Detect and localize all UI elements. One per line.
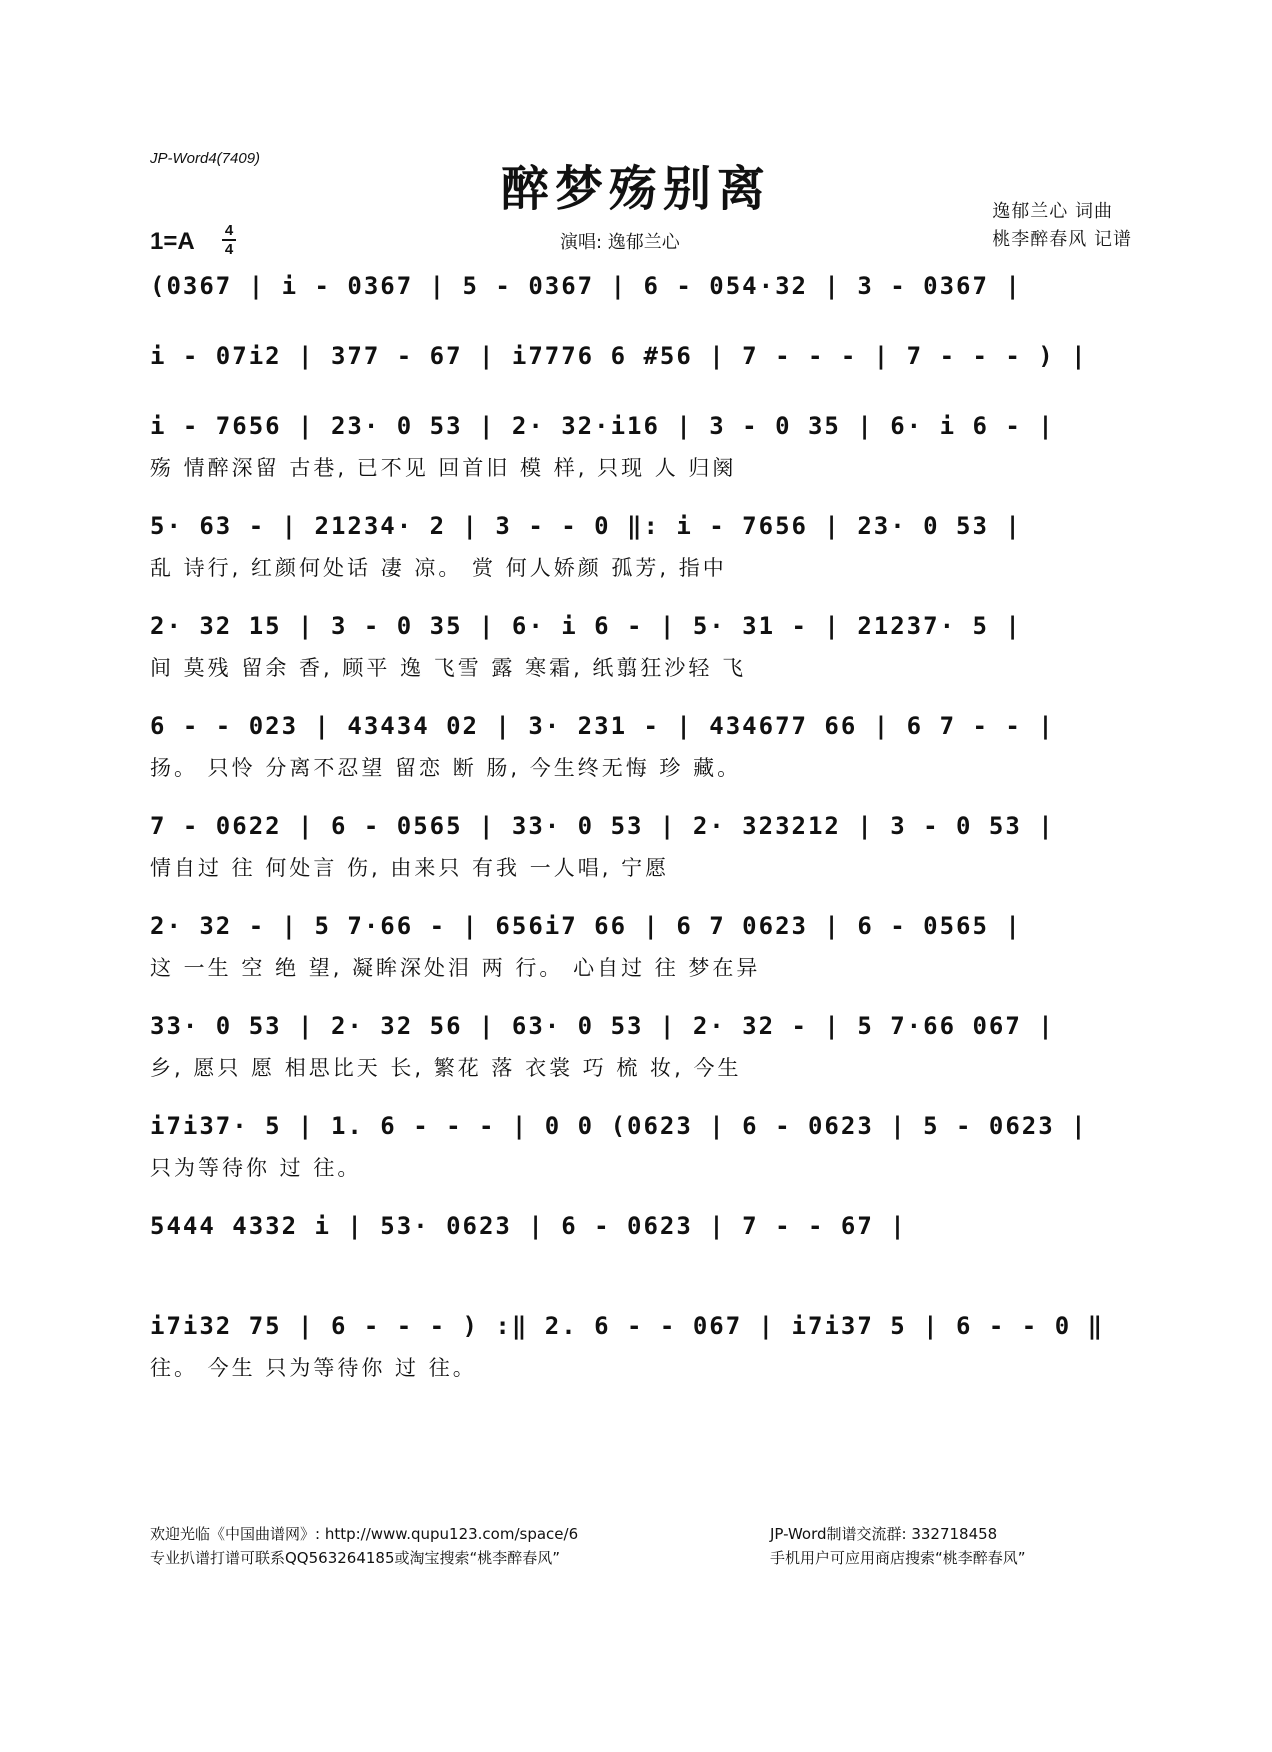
notes-line: 5· 63 - | 21234· 2 | 3 - - 0 ‖: i - 7656 | 23· 0 53 | — [150, 512, 1022, 540]
composer-credit: 逸郁兰心 词曲 — [992, 201, 1113, 222]
singer-credit: 演唱: 逸郁兰心 — [560, 232, 680, 253]
footer-line: 专业扒谱打谱可联系QQ563264185或淘宝搜索“桃李醉春风” — [150, 1549, 561, 1567]
lyrics-line: 情自过 往 何处言 伤, 由来只 有我 一人唱, 宁愿 — [150, 856, 670, 880]
lyrics-line: 乡, 愿只 愿 相思比天 长, 繁花 落 衣裳 巧 梳 妆, 今生 — [150, 1056, 742, 1080]
footer-right — [770, 1522, 1026, 1570]
key-signature: 1=A — [150, 228, 195, 255]
credits — [992, 198, 1132, 254]
lyrics-line: 乱 诗行, 红颜何处话 凄 凉。 赏 何人娇颜 孤芳, 指中 — [150, 556, 727, 580]
footer-line: 手机用户可应用商店搜索“桃李醉春风” — [770, 1549, 1026, 1567]
time-signature — [222, 222, 236, 258]
transcriber-credit: 桃李醉春风 记谱 — [992, 229, 1132, 250]
lyrics-line: 殇 情醉深留 古巷, 已不见 回首旧 模 样, 只现 人 归阕 — [150, 456, 737, 480]
lyrics-line: 扬。 只怜 分离不忍望 留恋 断 肠, 今生终无悔 珍 藏。 — [150, 756, 742, 780]
footer-left — [150, 1522, 578, 1570]
footer-line: JP-Word制谱交流群: 332718458 — [770, 1525, 998, 1543]
notes-line: 6 - - 023 | 43434 02 | 3· 231 - | 434677 66 | 6 7 - - | — [150, 712, 1055, 740]
footer-line: 欢迎光临《中国曲谱网》: http://www.qupu123.com/space/6 — [150, 1525, 579, 1543]
notes-line: i7i32 75 | 6 - - - ) :‖ 2. 6 - - 067 | i7i37 5 | 6 - - 0 ‖ — [150, 1312, 1105, 1340]
lyrics-line: 往。 今生 只为等待你 过 往。 — [150, 1356, 477, 1380]
software-tag: JP-Word4(7409) — [150, 150, 261, 167]
notes-line: i7i37· 5 | 1. 6 - - - | 0 0 (0623 | 6 - 0623 | 5 - 0623 | — [150, 1112, 1088, 1140]
song-title: 醉梦殇别离 — [500, 161, 771, 217]
notes-line: (0367 | i - 0367 | 5 - 0367 | 6 - 054·32 | 3 - 0367 | — [150, 272, 1022, 300]
notes-line: 33· 0 53 | 2· 32 56 | 63· 0 53 | 2· 32 - | 5 7·66 067 | — [150, 1012, 1055, 1040]
notes-line: 2· 32 15 | 3 - 0 35 | 6· i 6 - | 5· 31 - | 21237· 5 | — [150, 612, 1022, 640]
notes-line: i - 07i2 | 377 - 67 | i7776 6 #56 | 7 - - - | 7 - - - ) | — [150, 342, 1088, 370]
time-signature-bottom: 4 — [224, 241, 234, 258]
notes-line: 5444 4332 i | 53· 0623 | 6 - 0623 | 7 - - 67 | — [150, 1212, 907, 1240]
lyrics-line: 只为等待你 过 往。 — [150, 1156, 362, 1180]
notes-line: 7 - 0622 | 6 - 0565 | 33· 0 53 | 2· 323212 | 3 - 0 53 | — [150, 812, 1055, 840]
lyrics-line: 间 莫残 留余 香, 顾平 逸 飞雪 露 寒霜, 纸翦狂沙轻 飞 — [150, 656, 747, 680]
time-signature-top: 4 — [224, 222, 234, 239]
lyrics-line: 这 一生 空 绝 望, 凝眸深处泪 两 行。 心自过 往 梦在异 — [150, 956, 761, 980]
notes-line: 2· 32 - | 5 7·66 - | 656i7 66 | 6 7 0623 | 6 - 0565 | — [150, 912, 1022, 940]
notes-line: i - 7656 | 23· 0 53 | 2· 32·i16 | 3 - 0 35 | 6· i 6 - | — [150, 412, 1055, 440]
